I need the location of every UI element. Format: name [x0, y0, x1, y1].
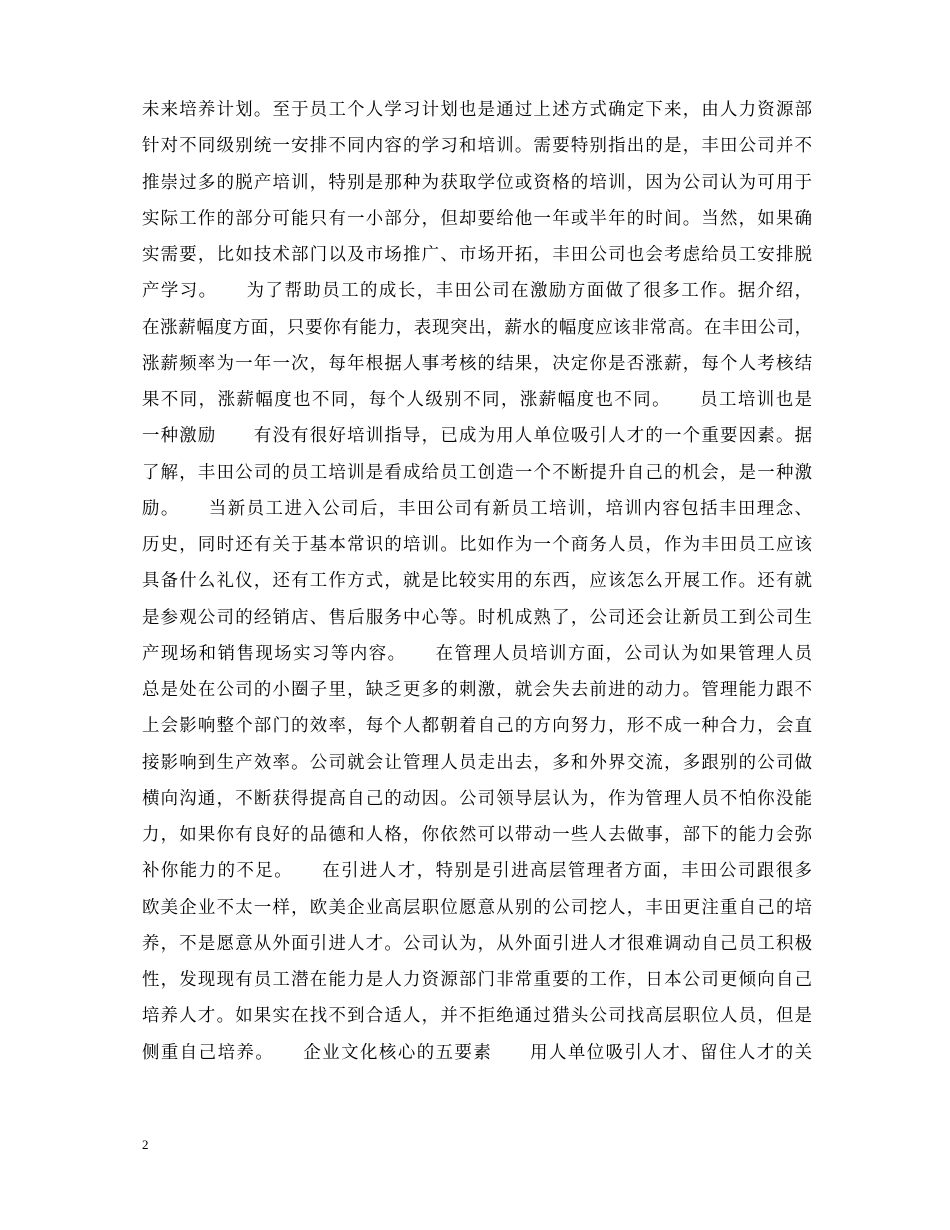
text-line: 培养人才。如果实在找不到合适人，并不拒绝通过猎头公司找高层职位人员，但是 — [142, 1006, 812, 1027]
text-line: 产学习。 为了帮助员工的成长，丰田公司在激励方面做了很多工作。据介绍， — [142, 281, 812, 302]
text-line: 了解，丰田公司的员工培训是看成给员工创造一个不断提升自己的机会，是一种激 — [142, 462, 812, 483]
text-line: 具备什么礼仪，还有工作方式，就是比较实用的东西，应该怎么开展工作。还有就 — [142, 571, 812, 592]
text-line: 针对不同级别统一安排不同内容的学习和培训。需要特别指出的是，丰田公司并不 — [142, 136, 812, 157]
text-line: 励。 当新员工进入公司后，丰田公司有新员工培训，培训内容包括丰田理念、 — [142, 498, 812, 519]
text-line: 是参观公司的经销店、售后服务中心等。时机成熟了，公司还会让新员工到公司生 — [142, 607, 812, 628]
text-line: 未来培养计划。至于员工个人学习计划也是通过上述方式确定下来，由人力资源部 — [142, 100, 812, 120]
text-line: 横向沟通，不断获得提高自己的动因。公司领导层认为，作为管理人员不怕你没能 — [142, 788, 812, 809]
text-line: 果不同，涨薪幅度也不同，每个人级别不同，涨薪幅度也不同。 员工培训也是 — [142, 390, 812, 410]
text-line: 历史，同时还有关于基本常识的培训。比如作为一个商务人员，作为丰田员工应该 — [142, 535, 812, 555]
text-line: 实需要，比如技术部门以及市场推广、市场开拓，丰田公司也会考虑给员工安排脱 — [142, 245, 812, 265]
text-line: 欧美企业不太一样，欧美企业高层职位愿意从别的公司挖人，丰田更注重自己的培 — [142, 897, 812, 918]
text-line: 侧重自己培养。 企业文化核心的五要素 用人单位吸引人才、留住人才的关 — [142, 1042, 812, 1063]
text-line: 在涨薪幅度方面，只要你有能力，表现突出，薪水的幅度应该非常高。在丰田公司， — [142, 317, 812, 338]
page-number: 2 — [142, 1137, 149, 1152]
text-line: 上会影响整个部门的效率，每个人都朝着自己的方向努力，形不成一种合力，会直 — [142, 716, 812, 737]
text-line: 推崇过多的脱产培训，特别是那种为获取学位或资格的培训，因为公司认为可用于 — [142, 172, 812, 193]
text-line: 性，发现现有员工潜在能力是人力资源部门非常重要的工作，日本公司更倾向自己 — [142, 970, 812, 990]
text-line: 接影响到生产效率。公司就会让管理人员走出去，多和外界交流，多跟别的公司做 — [142, 752, 812, 773]
text-line: 总是处在公司的小圈子里，缺乏更多的刺激，就会失去前进的动力。管理能力跟不 — [142, 680, 812, 700]
text-line: 一种激励 有没有很好培训指导，已成为用人单位吸引人才的一个重要因素。据 — [142, 426, 812, 447]
text-line: 力，如果你有良好的品德和人格，你依然可以带动一些人去做事，部下的能力会弥 — [142, 825, 812, 845]
text-line: 养，不是愿意从外面引进人才。公司认为，从外面引进人才很难调动自己员工积极 — [142, 933, 812, 954]
body-text — [142, 92, 812, 1071]
text-line: 涨薪频率为一年一次，每年根据人事考核的结果，决定你是否涨薪，每个人考核结 — [142, 353, 812, 374]
text-line: 实际工作的部分可能只有一小部分，但却要给他一年或半年的时间。当然，如果确 — [142, 208, 812, 229]
text-line: 补你能力的不足。 在引进人才，特别是引进高层管理者方面，丰田公司跟很多 — [142, 861, 812, 882]
text-line: 产现场和销售现场实习等内容。 在管理人员培训方面，公司认为如果管理人员 — [142, 643, 812, 664]
